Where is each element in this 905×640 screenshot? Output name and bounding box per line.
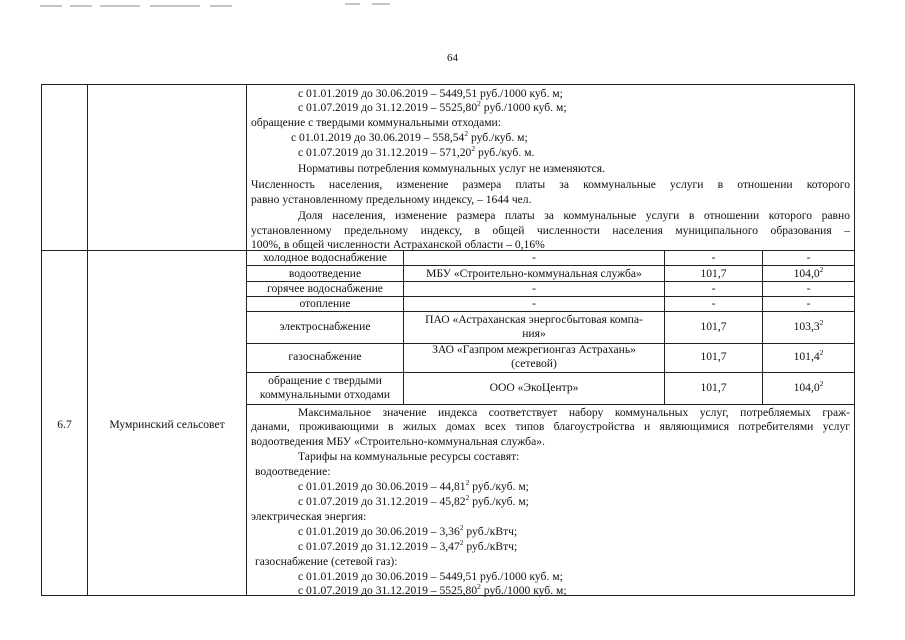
text-line: Максимальное значение индекса соответствует набору коммунальных услуг, потребляемых граж-	[298, 406, 850, 419]
col-divider-name	[246, 85, 247, 595]
text-line: с 01.07.2019 до 31.12.2019 – 45,82$^2$ руб./куб. м;	[298, 493, 529, 508]
municipality-name: Мумринский сельсовет	[109, 418, 225, 431]
text-line: Доля населения, изменение размера платы за коммунальные услуги в отношении которого равно	[298, 209, 850, 222]
text-line: с 01.01.2019 до 30.06.2019 – 5449,51 руб./1000 куб. м;	[298, 570, 563, 583]
text-line: Тарифы на коммунальные ресурсы составят:	[298, 450, 520, 463]
scan-artifacts	[0, 0, 905, 14]
text-line: водоотведение:	[255, 465, 331, 478]
text-line: с 01.07.2019 до 31.12.2019 – 5525,80$^2$ руб./1000 куб. м;	[298, 582, 567, 597]
text-line: равно установленному предельному индексу, – 1644 чел.	[251, 193, 532, 206]
text-line: Численность населения, изменение размера платы за коммунальные услуги в отношении которого	[251, 178, 850, 191]
text-line: установленному предельному индексу, в общей численности населения муниципального образования –	[251, 224, 850, 237]
text-line: электрическая энергия:	[251, 510, 367, 523]
col-divider-number	[87, 85, 88, 595]
text-line: с 01.01.2019 до 30.06.2019 – 558,54$^2$ руб./куб. м;	[291, 129, 528, 144]
text-line: с 01.07.2019 до 31.12.2019 – 3,47$^2$ руб./кВтч;	[298, 538, 518, 553]
text-line: с 01.01.2019 до 30.06.2019 – 3,36$^2$ руб./кВтч;	[298, 523, 518, 538]
text-line: с 01.01.2019 до 30.06.2019 – 5449,51 руб./1000 куб. м;	[298, 87, 563, 100]
text-line: газоснабжение (сетевой газ):	[255, 555, 398, 568]
text-line: с 01.07.2019 до 31.12.2019 – 571,20$^2$ руб./куб. м.	[298, 144, 535, 159]
text-line: с 01.07.2019 до 31.12.2019 – 5525,80$^2$ руб./1000 куб. м;	[298, 99, 567, 114]
text-line: с 01.01.2019 до 30.06.2019 – 44,81$^2$ руб./куб. м;	[298, 478, 529, 493]
text-line: обращение с твердыми коммунальными отходами:	[251, 116, 501, 129]
text-line: данами, проживающими в жилых домах всех типов благоустройства и являющимися потребителями услуг	[251, 420, 850, 433]
page-number: 64	[447, 52, 458, 64]
text-line: водоотведения МБУ «Строительно-коммунальная служба».	[251, 435, 545, 448]
text-line: Нормативы потребления коммунальных услуг не изменяются.	[298, 162, 605, 175]
row-number: 6.7	[57, 418, 72, 431]
text-line: 100%, в общей численности Астраханской области – 0,16%	[251, 238, 545, 251]
document-table: с 01.01.2019 до 30.06.2019 – 5449,51 руб./1000 куб. м; с 01.07.2019 до 31.12.2019 – 5525,80$^2$ руб./1000 куб. м; обращение с твердыми коммунальными отходами: с 01.01.2019 до 30.06.2019 – 558,54$^2$ руб./куб. м; с 01.07.2019 до 31.12.2019 – 571,20$^2$ руб./куб. м. Нормативы потребления коммунальных услуг не изменяются. Численность населения, изменение размера платы за коммунальные услуги в отношении которого равно установленному предельному индексу, – 1644 чел. Доля населения, изменение размера платы за коммунальные услуги в отношении которого равно установленному предельному индексу, в общей численности населения муниципального образования – 100%, в общей численности Астраханской области – 0,16% 6.7 Мумринский сельсовет холодное водоснабжение - - - водоотведение МБУ «Строительно-коммунальная служба» 101,7 104,0$^2$ горячее водоснабжение - - - отопление - - - электроснабжение ПАО «Астраханская энергосбытовая компа- ния» 101,7 103,3$^2$ газоснабжение ЗАО «Газпром межрегионгаз Астрахань» (сетевой) 101,7 101,4$^2$ обращение с твердыми коммунальными отходами ООО «ЭкоЦентр» 101,7 104,0$^2$ Максимальное значение индекса соответствует набору коммунальных услуг, потребляемых граж- данами, проживающими в жилых домах всех типов благоустройства и являющимися потребителями услуг водоотведения МБУ «Строительно-коммунальная служба». Тарифы на коммунальные ресурсы составят: водоотведение: с 01.01.2019 до 30.06.2019 – 44,81$^2$ руб./куб. м; с 01.07.2019 до 31.12.2019 – 45,82$^2$ руб./куб. м; электрическая энергия: с 01.01.2019 до 30.06.2019 – 3,36$^2$ руб./кВтч; с 01.07.2019 до 31.12.2019 – 3,47$^2$ руб./кВтч; газоснабжение (сетевой газ): с 01.01.2019 до 30.06.2019 – 5449,51 руб./1000 куб. м; с 01.07.2019 до 31.12.2019 – 5525,80$^2$ руб./1000 куб. м;	[41, 84, 855, 596]
